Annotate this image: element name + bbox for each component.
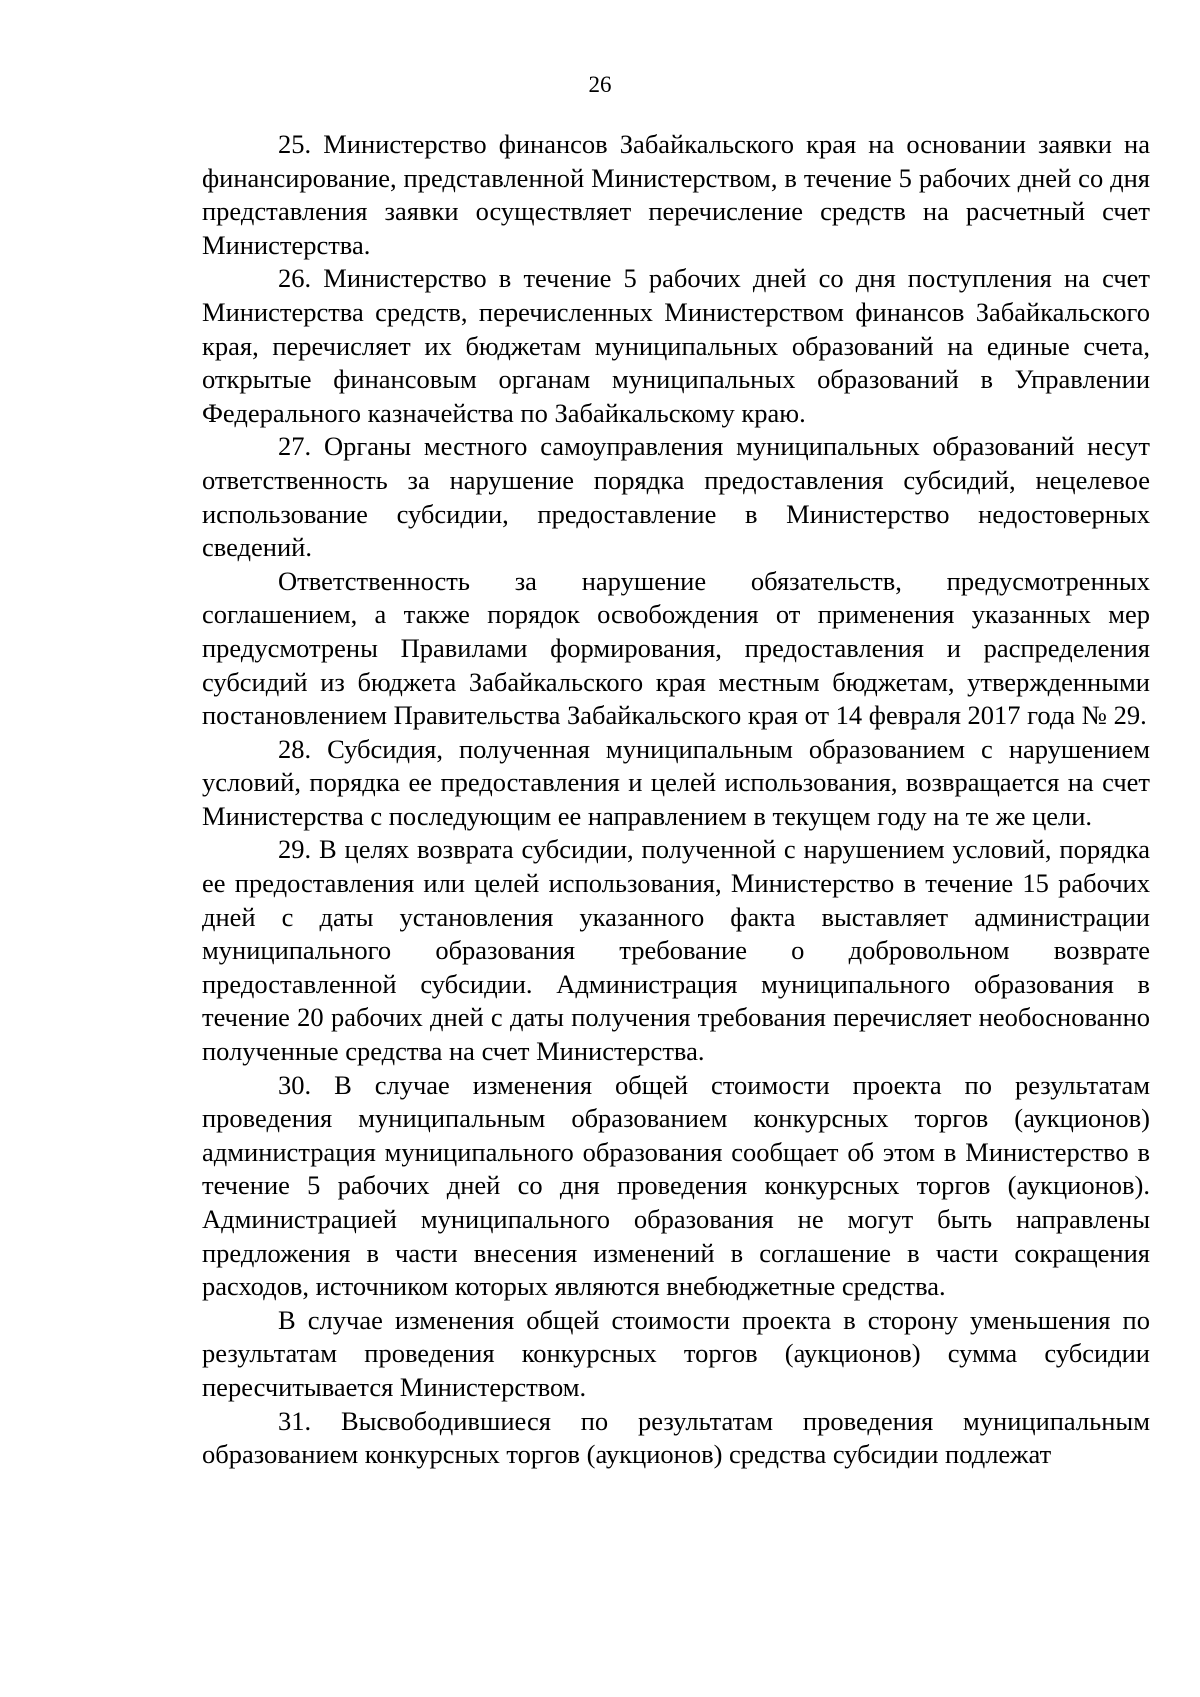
paragraph-30: 30. В случае изменения общей стоимости проекта по результатам проведения муниципальным образованием конкурсных торгов (аукционов) администрация муниципального образования сообщает об этом в Министерство в течение 5 рабочих дней со дня проведения конкурсных торгов (аукционов). Администрацией муниципального образования не могут быть направлены предложения в части внесения изменений в соглашение в части сокращения расходов, источником которых являются внебюджетные средства. — [202, 1069, 1150, 1302]
paragraph-31: 31. Высвободившиеся по результатам проведения муниципальным образованием конкурсных торгов (аукционов) средства субсидии подлежат — [202, 1405, 1150, 1470]
paragraph-27-responsibility: Ответственность за нарушение обязательств, предусмотренных соглашением, а также порядок освобождения от применения указанных мер предусмотрены Правилами формирования, предоставления и распределения субсидий из бюджета Забайкальского края местным бюджетам, утвержденными постановлением Правительства Забайкальского края от 14 февраля 2017 года № 29. — [202, 565, 1150, 731]
paragraph-27: 27. Органы местного самоуправления муниципальных образований несут ответственность за нарушение порядка предоставления субсидий, нецелевое использование субсидии, предоставление в Министерство недостоверных сведений. — [202, 431, 1150, 563]
paragraph-29: 29. В целях возврата субсидии, полученной с нарушением условий, порядка ее предоставления или целей использования, Министерство в течение 15 рабочих дней с даты установления указанного факта выставляет администрации муниципального образования требование о добровольном возврате предоставленной субсидии. Администрация муниципального образования в течение 20 рабочих дней с даты получения требования перечисляет необоснованно полученные средства на счет Министерства. — [202, 834, 1150, 1067]
paragraph-30-cost-decrease: В случае изменения общей стоимости проекта в сторону уменьшения по результатам проведения конкурсных торгов (аукционов) сумма субсидии пересчитывается Министерством. — [202, 1304, 1150, 1402]
paragraph-25: 25. Министерство финансов Забайкальского края на основании заявки на финансирование, представленной Министерством, в течение 5 рабочих дней со дня представления заявки осуществляет перечисление средств на расчетный счет Министерства. — [202, 129, 1150, 260]
paragraph-28: 28. Субсидия, полученная муниципальным образованием с нарушением условий, порядка ее предоставления и целей использования, возвращается на счет Министерства с последующим ее направлением в текущем году на те же цели. — [202, 733, 1150, 831]
paragraph-26: 26. Министерство в течение 5 рабочих дней со дня поступления на счет Министерства средств, перечисленных Министерством финансов Забайкальского края, перечисляет их бюджетам муниципальных образований на единые счета, открытые финансовым органам муниципальных образований в Управлении Федерального казначейства по Забайкальскому краю. — [202, 263, 1150, 428]
page-number: 26 — [588, 72, 612, 97]
document-body — [202, 128, 1150, 1472]
